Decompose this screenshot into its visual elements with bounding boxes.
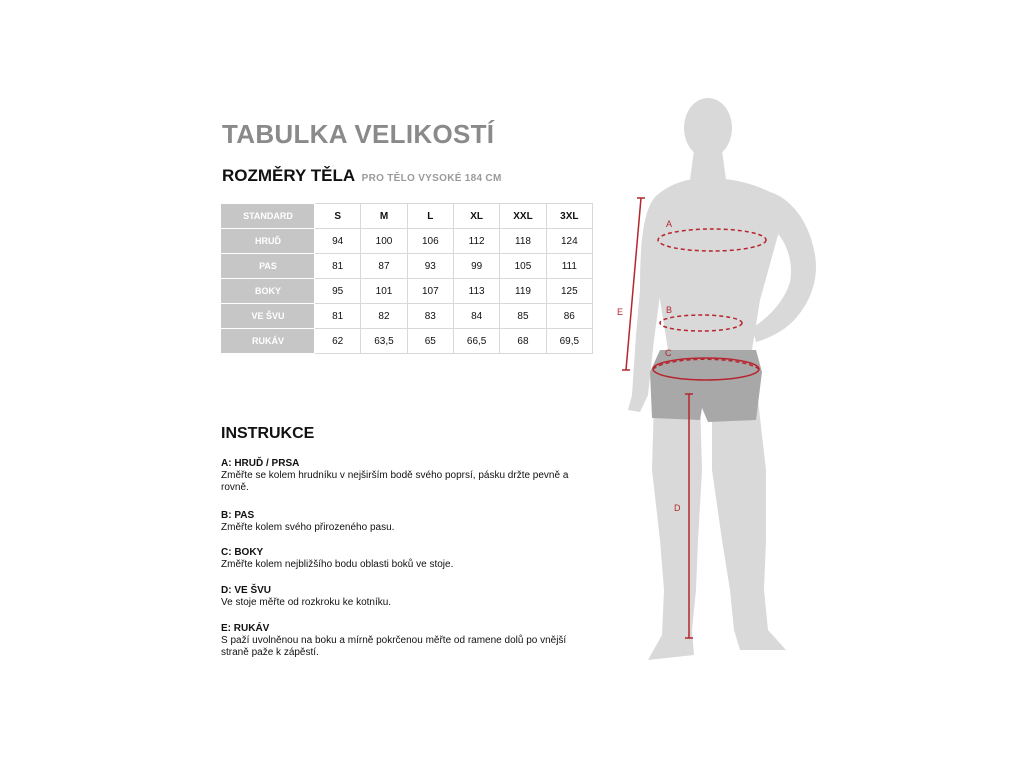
instructions-title: INSTRUKCE [221,425,315,442]
instruction-text: Ve stoje měřte od rozkroku ke kotníku. [221,597,392,608]
table-cell: 125 [546,279,592,304]
table-cell: 94 [315,229,361,254]
size-header: M [361,204,407,229]
table-cell: 85 [500,304,546,329]
instruction-item [221,510,581,534]
body-shorts [650,350,762,422]
subtitle-note: PRO TĚLO VYSOKÉ 184 CM [361,173,502,184]
table-cell: 99 [453,254,499,279]
body-head [684,98,732,158]
table-cell: 81 [315,304,361,329]
table-cell: 113 [453,279,499,304]
body-right-leg [712,400,786,650]
instruction-item [221,623,581,659]
label-c: C [665,348,672,358]
row-label: RUKÁV [222,329,315,354]
table-cell: 86 [546,304,592,329]
instruction-text: Změřte se kolem hrudníku v nejširším bodě svého poprsí, pásku držte pevně a rovně. [221,470,569,493]
row-label: PAS [222,254,315,279]
size-header: 3XL [546,204,592,229]
table-cell: 81 [315,254,361,279]
table-cell: 65 [407,329,453,354]
instruction-heading: B: PAS [221,510,255,521]
label-a: A [666,219,673,229]
table-cell: 124 [546,229,592,254]
label-b: B [666,305,673,315]
body-neck [690,150,726,180]
row-label: BOKY [222,279,315,304]
table-row [222,229,593,254]
table-cell: 111 [546,254,592,279]
instruction-heading: D: VE ŠVU [221,585,272,596]
table-cell: 63,5 [361,329,407,354]
table-cell: 83 [407,304,453,329]
subtitle-main: ROZMĚRY TĚLA [222,166,356,185]
table-cell: 100 [361,229,407,254]
instruction-text: Změřte kolem nejbližšího bodu oblasti boků ve stoje. [221,559,454,570]
table-row [222,304,593,329]
instruction-item [221,458,581,494]
table-row [222,279,593,304]
table-cell: 95 [315,279,361,304]
body-left-leg [648,400,702,660]
table-cell: 119 [500,279,546,304]
table-row [222,329,593,354]
table-row [222,254,593,279]
table-cell: 107 [407,279,453,304]
body-measurement-figure [600,90,840,670]
size-header: XL [453,204,499,229]
label-d: D [674,503,681,513]
table-cell: 87 [361,254,407,279]
size-header: S [315,204,361,229]
instruction-item [221,585,581,609]
table-cell: 62 [315,329,361,354]
table-cell: 68 [500,329,546,354]
table-corner-label: STANDARD [222,204,315,229]
table-cell: 93 [407,254,453,279]
page-title: TABULKA VELIKOSTÍ [222,119,495,149]
instruction-heading: E: RUKÁV [221,623,270,634]
size-header: L [407,204,453,229]
instruction-heading: C: BOKY [221,547,264,558]
row-label: HRUĎ [222,229,315,254]
size-header-row [222,204,593,229]
instruction-item [221,547,581,571]
table-cell: 112 [453,229,499,254]
instruction-text: S paží uvolněnou na boku a mírně pokrčenou měřte od ramene dolů po vnější straně paže k zápěstí. [221,635,567,658]
table-cell: 105 [500,254,546,279]
size-table [221,203,593,354]
table-cell: 118 [500,229,546,254]
table-cell: 84 [453,304,499,329]
table-subtitle [222,166,502,186]
instruction-text: Změřte kolem svého přirozeného pasu. [221,522,395,533]
table-cell: 106 [407,229,453,254]
table-cell: 69,5 [546,329,592,354]
size-header: XXL [500,204,546,229]
table-cell: 66,5 [453,329,499,354]
table-cell: 82 [361,304,407,329]
table-cell: 101 [361,279,407,304]
label-e: E [617,307,624,317]
row-label: VE ŠVU [222,304,315,329]
instruction-heading: A: HRUĎ / PRSA [221,458,300,469]
